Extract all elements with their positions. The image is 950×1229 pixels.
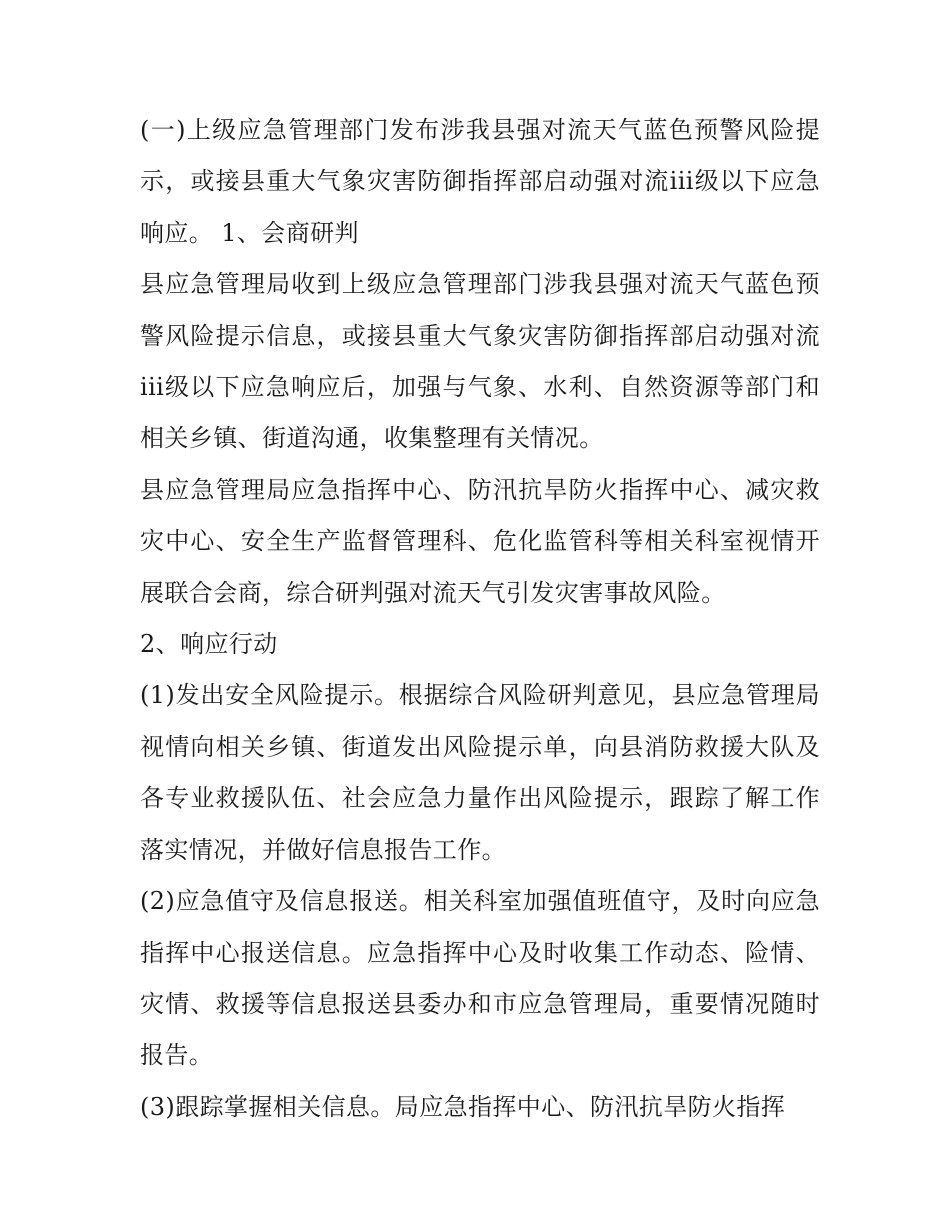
section-heading-response: 2、响应行动	[140, 630, 278, 659]
paragraph-1: (一)上级应急管理部门发布涉我县强对流天气蓝色预警风险提示，或接县重大气象灾害防御指挥部启动强对流iii级以下应急响应。 1、会商研判	[140, 116, 820, 247]
paragraph-4: (1)发出安全风险提示。根据综合风险研判意见，县应急管理局视情向相关乡镇、街道发出风险提示单，向县消防救援大队及各专业救援队伍、社会应急力量作出风险提示，跟踪了解工作落实情况，并做好信息报告工作。	[140, 681, 820, 864]
paragraph-2: 县应急管理局收到上级应急管理部门涉我县强对流天气蓝色预警风险提示信息，或接县重大气象灾害防御指挥部启动强对流iii级以下应急响应后，加强与气象、水利、自然资源等部门和相关乡镇、街道沟通，收集整理有关情况。	[140, 270, 820, 453]
paragraph-6: (3)跟踪掌握相关信息。局应急指挥中心、防汛抗旱防火指挥	[140, 1092, 786, 1121]
document-page	[140, 105, 820, 1133]
paragraph-3: 县应急管理局应急指挥中心、防汛抗旱防火指挥中心、减灾救灾中心、安全生产监督管理科、危化监管科等相关科室视情开展联合会商，综合研判强对流天气引发灾害事故风险。	[140, 475, 820, 607]
paragraph-5: (2)应急值守及信息报送。相关科室加强值班值守，及时向应急指挥中心报送信息。应急指挥中心及时收集工作动态、险情、灾情、救援等信息报送县委办和市应急管理局，重要情况随时报告。	[140, 887, 820, 1070]
